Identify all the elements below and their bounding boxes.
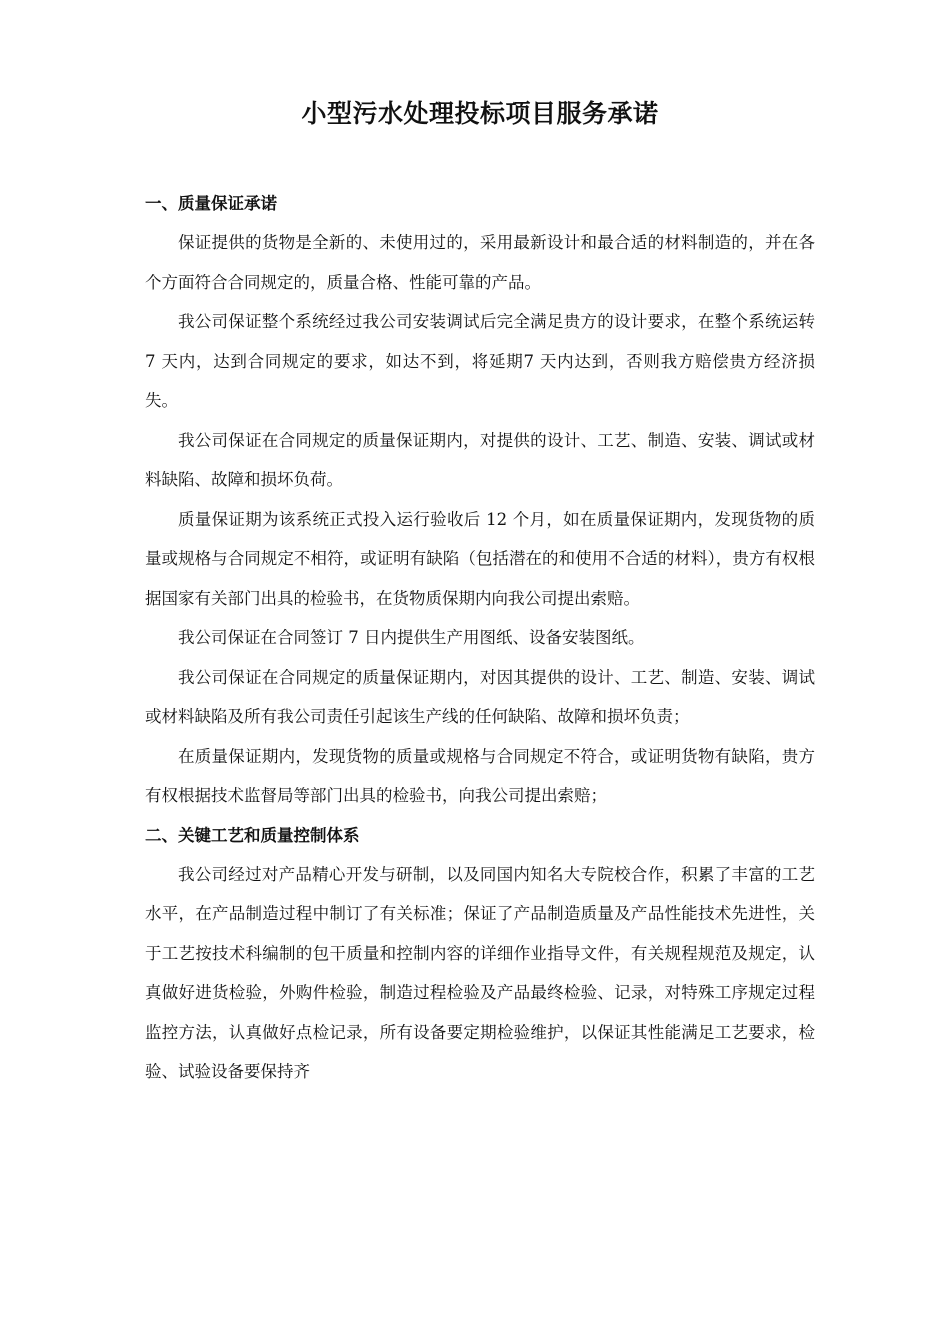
paragraph: 我公司经过对产品精心开发与研制，以及同国内知名大专院校合作，积累了丰富的工艺水平，在产品制造过程中制订了有关标准；保证了产品制造质量及产品性能技术先进性，关于工艺按技术科编制的包干质量和控制内容的详细作业指导文件，有关规程规范及规定，认真做好进货检验，外购件检验，制造过程检验及产品最终检验、记录，对特殊工序规定过程监控方法，认真做好点检记录，所有设备要定期检验维护，以保证其性能满足工艺要求，检验、试验设备要保持齐 bbox=[145, 864, 815, 1081]
paragraph: 我公司保证在合同签订 7 日内提供生产用图纸、设备安装图纸。 bbox=[178, 628, 645, 647]
paragraph: 我公司保证在合同规定的质量保证期内，对提供的设计、工艺、制造、安装、调试或材料缺陷、故障和损坏负荷。 bbox=[145, 430, 815, 489]
paragraph: 保证提供的货物是全新的、未使用过的，采用最新设计和最合适的材料制造的，并在各个方面符合合同规定的，质量合格、性能可靠的产品。 bbox=[145, 233, 815, 292]
section-key-process-quality-control bbox=[145, 816, 815, 1092]
paragraph: 我公司保证在合同规定的质量保证期内，对因其提供的设计、工艺、制造、安装、调试或材料缺陷及所有我公司责任引起该生产线的任何缺陷、故障和损坏负责； bbox=[145, 667, 815, 726]
section-heading: 二、关键工艺和质量控制体系 bbox=[145, 825, 360, 845]
paragraph: 在质量保证期内，发现货物的质量或规格与合同规定不符合，或证明货物有缺陷，贵方有权根据技术监督局等部门出具的检验书，向我公司提出索赔； bbox=[145, 746, 815, 805]
section-heading: 一、质量保证承诺 bbox=[145, 194, 277, 213]
section-quality-assurance bbox=[145, 184, 815, 816]
paragraph: 我公司保证整个系统经过我公司安装调试后完全满足贵方的设计要求，在整个系统运转 7 天内，达到合同规定的要求，如达不到，将延期7 天内达到，否则我方赔偿贵方经济损失。 bbox=[145, 312, 815, 410]
document-title: 小型污水处理投标项目服务承诺 bbox=[301, 99, 659, 128]
document-page bbox=[145, 0, 815, 1092]
paragraph: 质量保证期为该系统正式投入运行验收后 12 个月，如在质量保证期内，发现货物的质量或规格与合同规定不相符，或证明有缺陷（包括潜在的和使用不合适的材料），贵方有权根据国家有关部门出具的检验书，在货物质保期内向我公司提出索赔。 bbox=[145, 509, 815, 608]
